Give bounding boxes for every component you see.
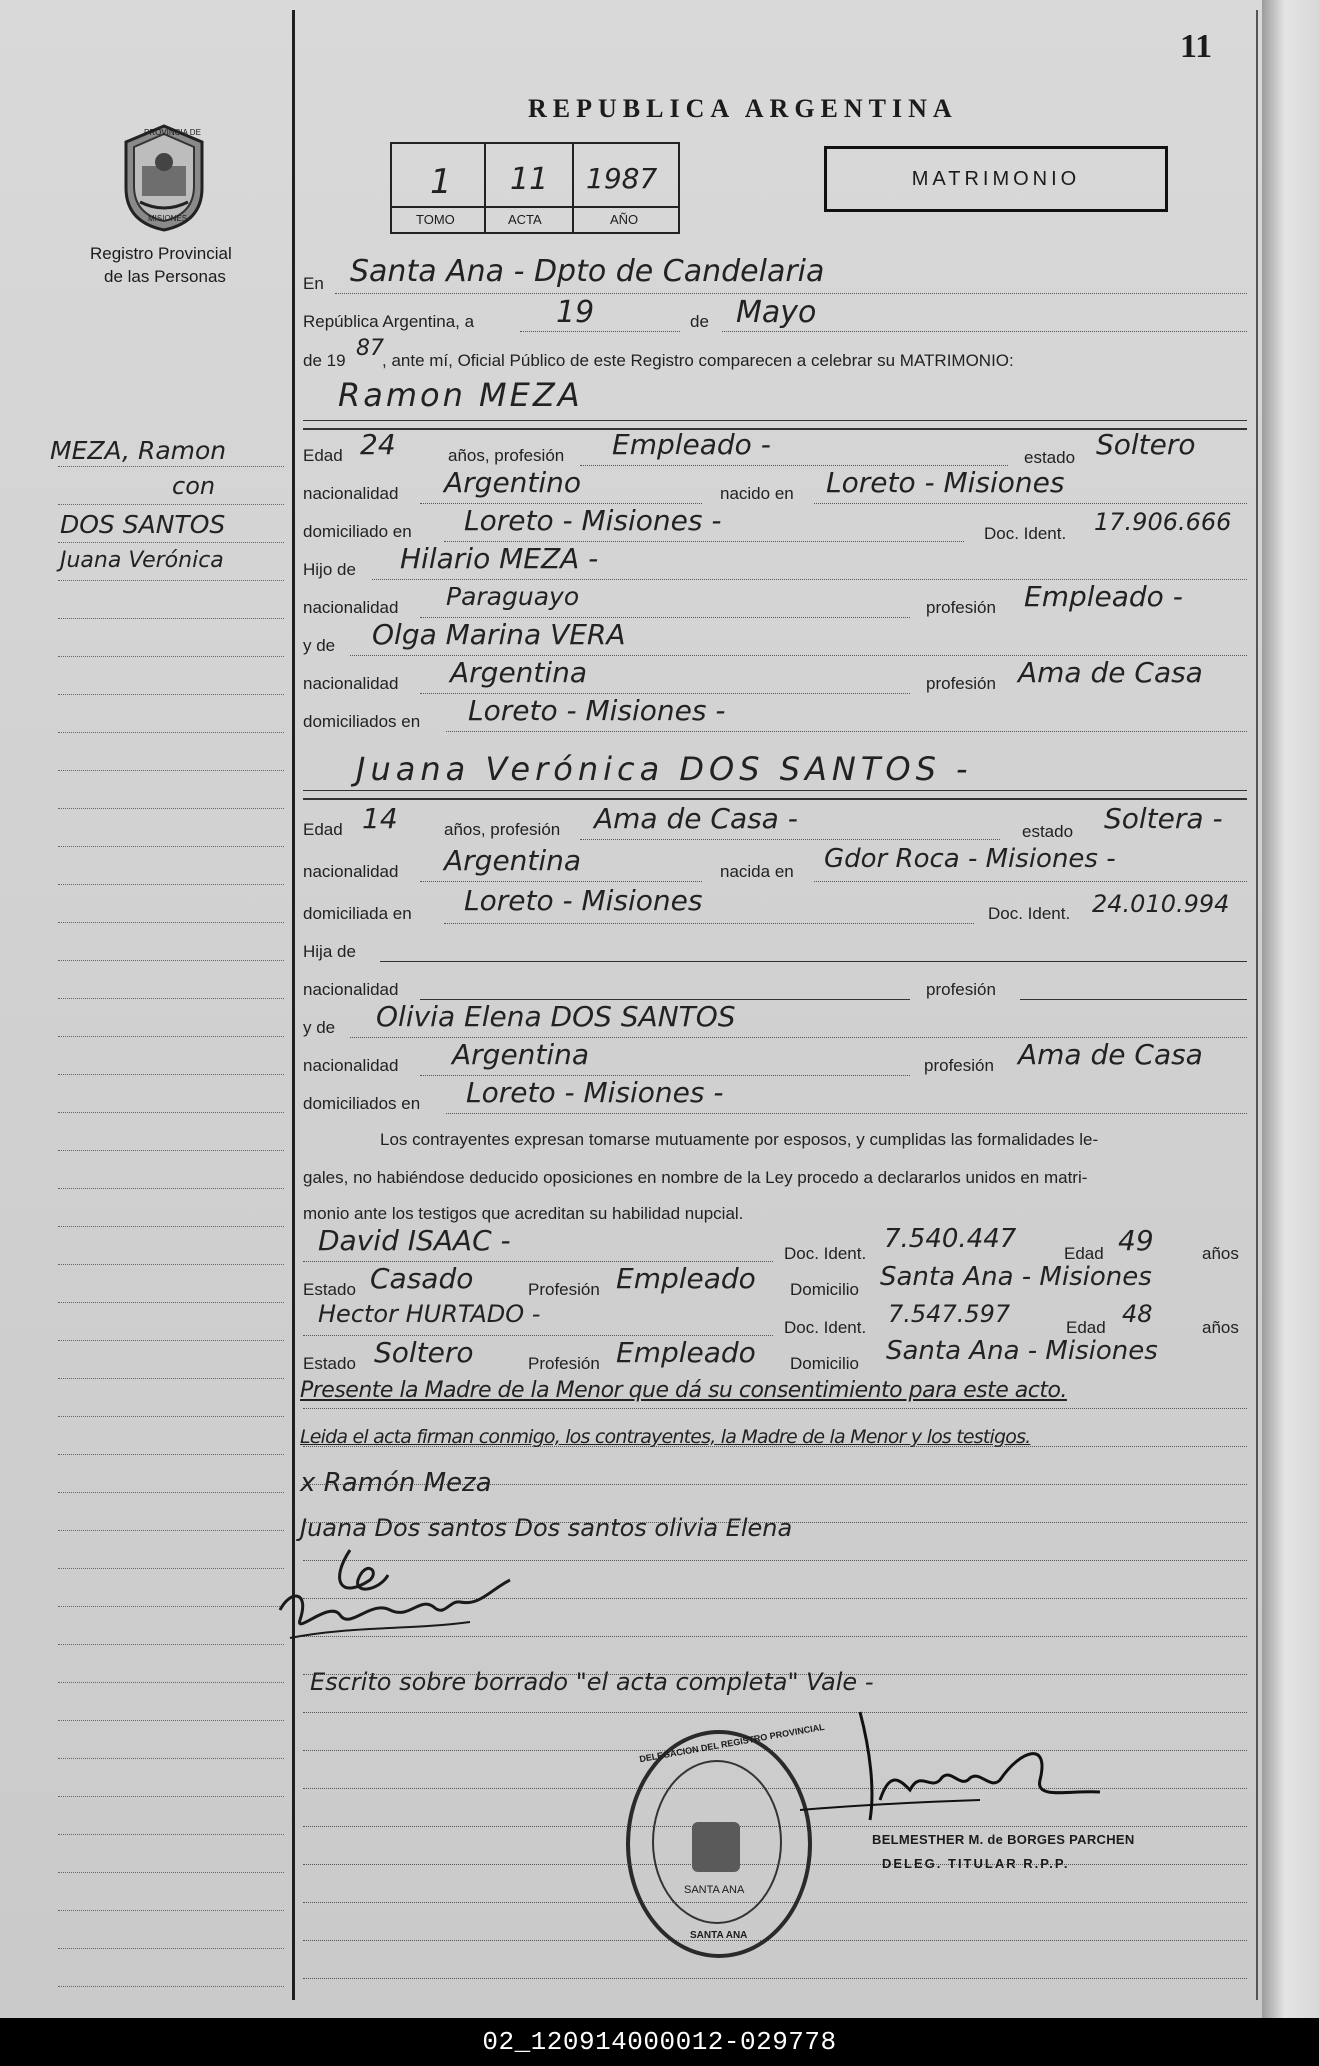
witness1-profession: Empleado <box>616 1262 756 1295</box>
registry-name-line2: de las Personas <box>104 267 226 286</box>
groom-father-prof-label: profesión <box>926 598 996 617</box>
seal-bottom-text: SANTA ANA <box>690 1930 748 1941</box>
witness2-anos-label: años <box>1202 1318 1239 1337</box>
margin-ruled-line <box>58 542 284 543</box>
declaration-line-2: gales, no habiéndose deducido oposiciones en nombre de la Ley procedo a declararlos unidos en matri- <box>303 1168 1088 1187</box>
margin-ruled-line <box>58 1644 284 1645</box>
witness2-prof-label: Profesión <box>528 1354 600 1373</box>
bride-doc: 24.010.994 <box>1092 890 1230 918</box>
de-label: de <box>690 312 709 331</box>
declaration-line-1: Los contrayentes expresan tomarse mutuamente por esposos, y cumplidas las formalidades le- <box>380 1130 1099 1149</box>
bride-nac-label: nacionalidad <box>303 862 399 881</box>
margin-note-2: con <box>172 472 216 500</box>
margin-ruled-line <box>58 1454 284 1455</box>
year-prefix: de 19 <box>303 351 346 370</box>
margin-ruled-line <box>58 1834 284 1835</box>
province-emblem <box>120 122 208 234</box>
witness2-estado: Soltero <box>374 1336 474 1369</box>
groom-doc-label: Doc. Ident. <box>984 524 1067 543</box>
bride-mother-nationality: Argentina <box>452 1038 590 1071</box>
groom-father: Hilario MEZA - <box>400 542 599 575</box>
intro-month: Mayo <box>736 295 817 330</box>
margin-ruled-line <box>58 1948 284 1949</box>
acta-value: 11 <box>510 162 549 197</box>
bride-nacida-label: nacida en <box>720 862 794 881</box>
bride-profession: Ama de Casa - <box>594 802 798 835</box>
bride-edad-label: Edad <box>303 820 343 839</box>
bride-mother-nat-label: nacionalidad <box>303 1056 399 1075</box>
page-edge <box>1262 0 1319 2018</box>
groom-parents-domicile: Loreto - Misiones - <box>468 694 726 727</box>
witness1-name: David ISAAC - <box>318 1224 511 1257</box>
groom-edad-label: Edad <box>303 446 343 465</box>
groom-estado-label: estado <box>1024 448 1076 467</box>
margin-ruled-line <box>58 1530 284 1531</box>
bride-estado-label: estado <box>1022 822 1074 841</box>
witness1-doc-label: Doc. Ident. <box>784 1244 867 1263</box>
groom-birthplace: Loreto - Misiones <box>826 466 1065 499</box>
bride-father-prof-label: profesión <box>926 980 996 999</box>
margin-ruled-line <box>58 770 284 771</box>
groom-nacido-label: nacido en <box>720 484 794 503</box>
groom-doc: 17.906.666 <box>1094 508 1232 536</box>
official-signature <box>800 1710 1140 1830</box>
groom-name-line <box>303 420 1247 421</box>
margin-ruled-line <box>58 1150 284 1151</box>
margin-ruled-line <box>58 1986 284 1987</box>
en-label: En <box>303 274 324 293</box>
witness2-estado-label: Estado <box>303 1354 356 1373</box>
year-suffix: 87 <box>356 336 384 361</box>
margin-note-4: Juana Verónica <box>60 548 224 573</box>
witness1-prof-label: Profesión <box>528 1280 600 1299</box>
groom-profession: Empleado - <box>612 428 771 461</box>
groom-age: 24 <box>360 428 396 461</box>
signature-bride-mother: Juana Dos santos Dos santos olivia Elena <box>300 1514 793 1542</box>
groom-mother-nationality: Argentina <box>450 656 588 689</box>
bride-nationality: Argentina <box>444 844 582 877</box>
groom-estado: Soltero <box>1096 428 1196 461</box>
groom-nationality: Argentino <box>444 466 582 499</box>
official-seal <box>626 1721 826 1958</box>
bride-hija-label: Hija de <box>303 942 356 961</box>
groom-father-profession: Empleado - <box>1024 580 1183 613</box>
ano-value: 1987 <box>586 162 658 195</box>
bride-birthplace: Gdor Roca - Misiones - <box>824 844 1116 874</box>
bride-doc-label: Doc. Ident. <box>988 904 1071 923</box>
witness2-domicile: Santa Ana - Misiones <box>886 1336 1158 1366</box>
bride-father-line <box>380 961 1247 962</box>
margin-ruled-line <box>58 732 284 733</box>
witness1-dom-label: Domicilio <box>790 1280 859 1299</box>
margin-ruled-line <box>58 504 284 505</box>
seal-top-text: DELEGACION DEL REGISTRO PROVINCIAL <box>638 1721 826 1765</box>
bride-anos-label: años, profesión <box>444 820 561 839</box>
witness2-edad-label: Edad <box>1066 1318 1106 1337</box>
margin-ruled-line <box>58 656 284 657</box>
signature-groom: x Ramón Meza <box>300 1468 492 1498</box>
body-ruled-line <box>303 1978 1247 1979</box>
tomo-value: 1 <box>430 162 452 202</box>
margin-ruled-line <box>58 1302 284 1303</box>
bride-mother-prof-label: profesión <box>924 1056 994 1075</box>
official-name: BELMESTHER M. de BORGES PARCHEN <box>872 1832 1135 1847</box>
body-ruled-line <box>303 1940 1247 1941</box>
witness2-doc-label: Doc. Ident. <box>784 1318 867 1337</box>
footer-id: 02_120914000012-029778 <box>0 2018 1319 2066</box>
witness1-domicile: Santa Ana - Misiones <box>880 1262 1152 1292</box>
groom-yde-label: y de <box>303 636 336 655</box>
margin-ruled-line <box>58 466 284 467</box>
margin-ruled-line <box>58 1682 284 1683</box>
bride-yde-label: y de <box>303 1018 336 1037</box>
margin-ruled-line <box>58 1910 284 1911</box>
margin-ruled-line <box>58 998 284 999</box>
margin-ruled-line <box>58 808 284 809</box>
bride-name-rule <box>303 798 1247 800</box>
month-line <box>722 331 1247 332</box>
groom-hijo-label: Hijo de <box>303 560 356 579</box>
intro-place: Santa Ana - Dpto de Candelaria <box>350 254 825 289</box>
margin-ruled-line <box>58 1264 284 1265</box>
margin-ruled-line <box>58 1036 284 1037</box>
right-border <box>1256 10 1258 2000</box>
groom-mother-prof-label: profesión <box>926 674 996 693</box>
bride-name: Juana Verónica DOS SANTOS - <box>356 750 973 788</box>
margin-ruled-line <box>58 1112 284 1113</box>
margin-ruled-line <box>58 1872 284 1873</box>
bride-father-nat-label: nacionalidad <box>303 980 399 999</box>
bride-mother: Olivia Elena DOS SANTOS <box>376 1000 736 1033</box>
groom-domiciliados-label: domiciliados en <box>303 712 421 731</box>
bride-parents-domicile: Loreto - Misiones - <box>466 1076 724 1109</box>
official-title: DELEG. TITULAR R.P.P. <box>882 1856 1070 1871</box>
witness1-doc: 7.540.447 <box>884 1224 1017 1254</box>
bride-age: 14 <box>362 802 398 835</box>
groom-mother-nat-label: nacionalidad <box>303 674 399 693</box>
margin-ruled-line <box>58 884 284 885</box>
bride-domiciliados-label: domiciliados en <box>303 1094 421 1113</box>
groom-birth-line <box>814 503 1247 504</box>
witness2-doc: 7.547.597 <box>888 1300 1011 1328</box>
note-signed: Leida el acta firman conmigo, los contrayentes, la Madre de la Menor y los testigos. <box>300 1426 1031 1448</box>
intro-day: 19 <box>556 295 595 330</box>
republica-label: República Argentina, a <box>303 312 475 331</box>
margin-ruled-line <box>58 1758 284 1759</box>
bride-father-prof-line <box>1020 999 1247 1000</box>
erasure-note: Escrito sobre borrado "el acta completa" Vale - <box>310 1668 874 1696</box>
place-line <box>335 293 1247 294</box>
emblem-top-text: PROVINCIA DE <box>144 128 201 137</box>
bride-domicile: Loreto - Misiones <box>464 884 703 917</box>
page-number: 11 <box>1180 28 1213 65</box>
margin-ruled-line <box>58 922 284 923</box>
witness1-estado: Casado <box>370 1262 474 1295</box>
note-consent: Presente la Madre de la Menor que dá su consentimiento para este acto. <box>300 1378 1067 1403</box>
margin-ruled-line <box>58 1416 284 1417</box>
witness1-estado-label: Estado <box>303 1280 356 1299</box>
groom-anos-label: años, profesión <box>448 446 565 465</box>
bride-name-line <box>303 790 1247 791</box>
margin-ruled-line <box>58 1796 284 1797</box>
bride-parents-dom-line <box>446 1113 1247 1114</box>
groom-father-nat-label: nacionalidad <box>303 598 399 617</box>
groom-nac-label: nacionalidad <box>303 484 399 503</box>
witness-signatures <box>270 1540 550 1650</box>
margin-ruled-line <box>58 1568 284 1569</box>
margin-ruled-line <box>58 1188 284 1189</box>
witness2-profession: Empleado <box>616 1336 756 1369</box>
groom-mother-profession: Ama de Casa <box>1018 656 1203 689</box>
emblem-bottom-text: MISIONES <box>148 214 188 223</box>
day-line <box>520 331 680 332</box>
margin-ruled-line <box>58 618 284 619</box>
margin-ruled-line <box>58 1720 284 1721</box>
margin-ruled-line <box>58 1492 284 1493</box>
margin-ruled-line <box>58 1226 284 1227</box>
margin-ruled-line <box>58 1074 284 1075</box>
intro-statement: , ante mí, Oficial Público de este Registro comparecen a celebrar su MATRIMONIO: <box>382 351 1014 370</box>
acta-label: ACTA <box>508 212 542 227</box>
groom-dom-label: domiciliado en <box>303 522 412 541</box>
tomo-label: TOMO <box>416 212 455 227</box>
body-ruled-line <box>303 1408 1247 1409</box>
margin-ruled-line <box>58 1378 284 1379</box>
groom-parents-dom-line <box>446 731 1247 732</box>
margin-divider <box>292 10 295 2000</box>
bride-birth-line <box>814 881 1247 882</box>
margin-ruled-line <box>58 1606 284 1607</box>
witness2-name: Hector HURTADO - <box>318 1300 541 1328</box>
declaration-line-3: monio ante los testigos que acreditan su habilidad nupcial. <box>303 1204 744 1223</box>
margin-note-1: MEZA, Ramon <box>50 436 227 465</box>
record-type-box: MATRIMONIO <box>824 146 1168 212</box>
ano-label: AÑO <box>610 212 639 227</box>
seal-center-text: SANTA ANA <box>684 1884 745 1896</box>
margin-ruled-line <box>58 846 284 847</box>
bride-estado: Soltera - <box>1104 802 1223 835</box>
registry-name-line1: Registro Provincial <box>90 244 232 263</box>
record-number-box <box>390 142 680 234</box>
margin-ruled-line <box>58 694 284 695</box>
witness2-dom-label: Domicilio <box>790 1354 859 1373</box>
bride-nat-line <box>420 881 702 882</box>
margin-ruled-line <box>58 1340 284 1341</box>
bride-dom-label: domiciliada en <box>303 904 412 923</box>
groom-domicile: Loreto - Misiones - <box>464 504 722 537</box>
margin-ruled-line <box>58 960 284 961</box>
margin-note-3: DOS SANTOS <box>60 510 226 539</box>
groom-name: Ramon MEZA <box>338 376 583 414</box>
bride-prof-line <box>580 839 1000 840</box>
groom-father-nationality: Paraguayo <box>446 582 580 611</box>
bride-dom-line <box>444 923 974 924</box>
margin-ruled-line <box>58 580 284 581</box>
witness1-edad-label: Edad <box>1064 1244 1104 1263</box>
witness2-age: 48 <box>1122 1300 1153 1328</box>
groom-mother: Olga Marina VERA <box>372 618 626 651</box>
country-title: REPUBLICA ARGENTINA <box>528 94 958 123</box>
witness1-anos-label: años <box>1202 1244 1239 1263</box>
witness1-age: 49 <box>1118 1224 1154 1257</box>
bride-mother-profession: Ama de Casa <box>1018 1038 1203 1071</box>
